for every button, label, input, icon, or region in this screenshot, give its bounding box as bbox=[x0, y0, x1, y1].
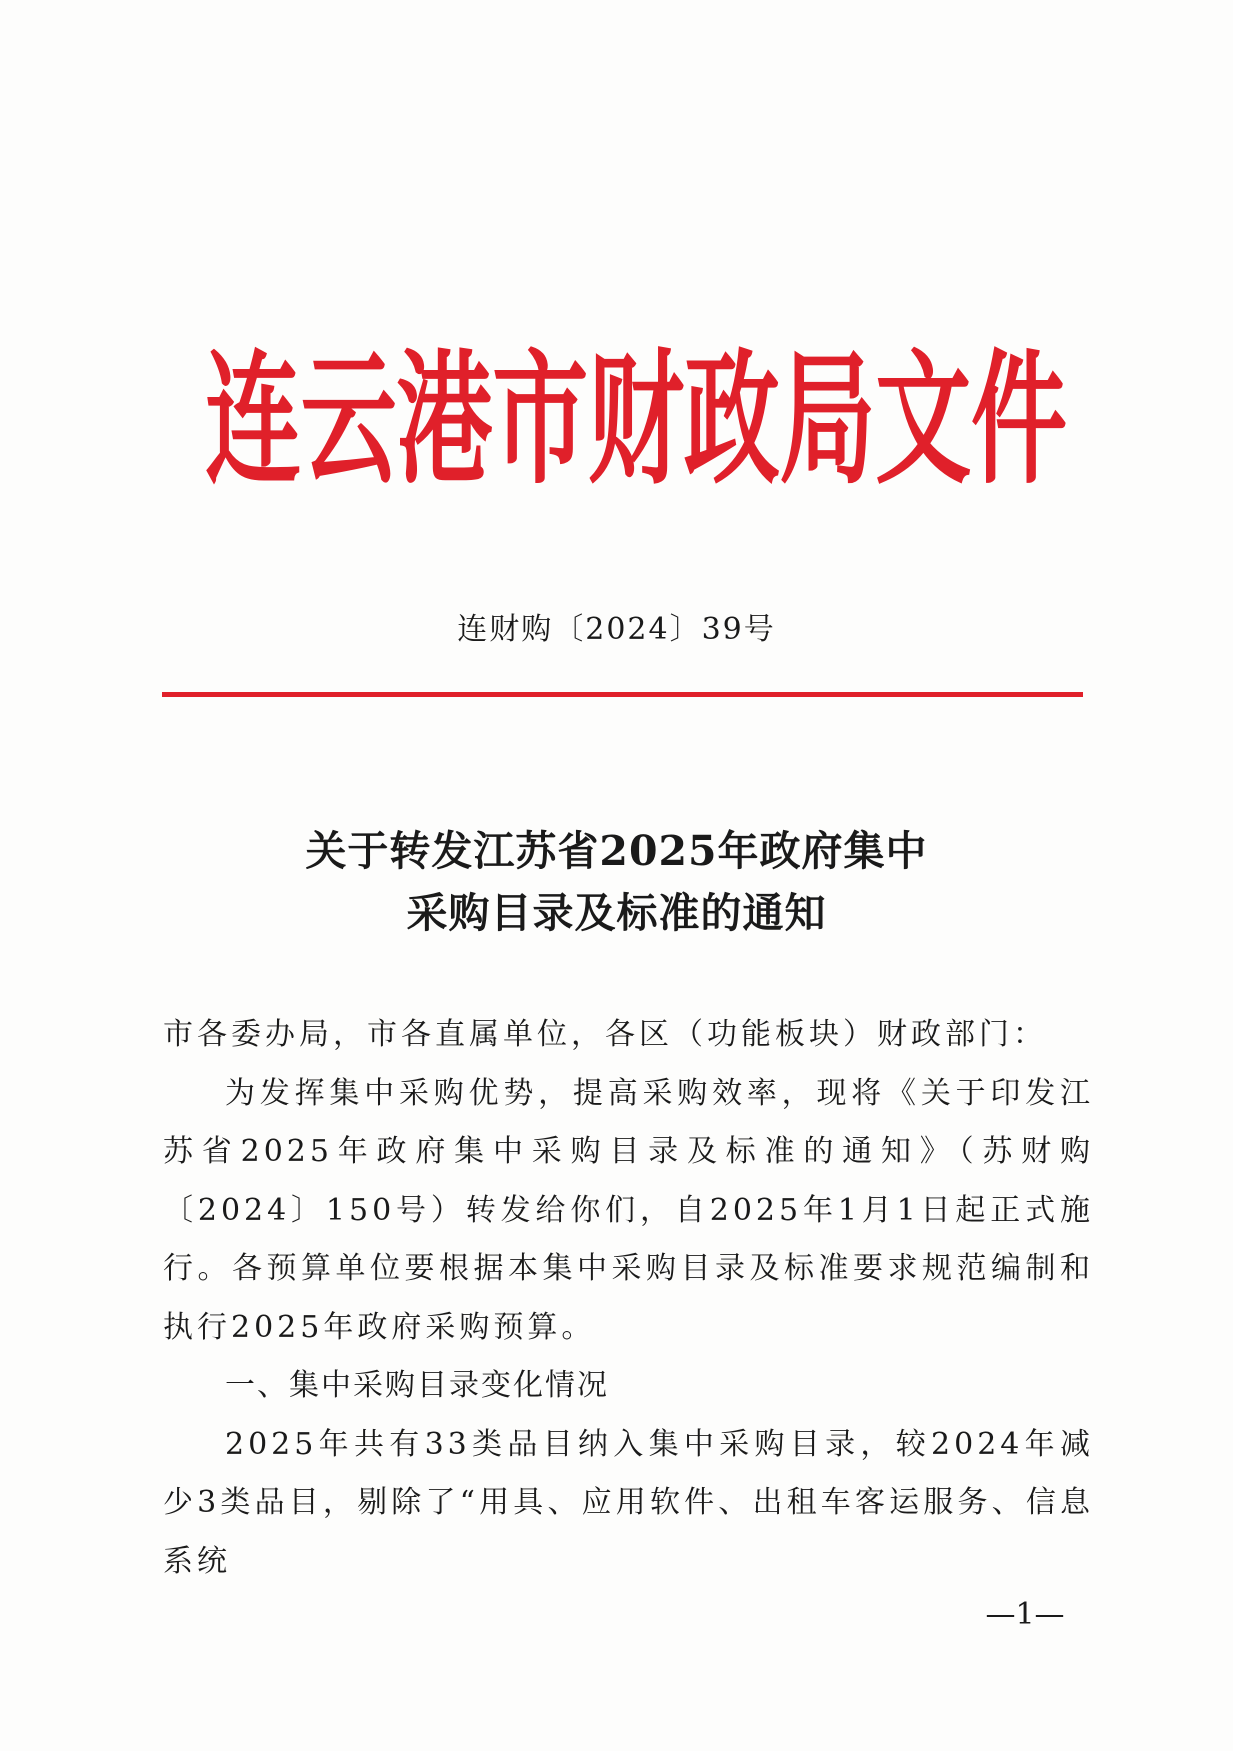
document-number: 连财购〔2024〕39号 bbox=[457, 612, 776, 647]
section-heading-1: 一、集中采购目录变化情况 bbox=[225, 1368, 609, 1403]
notice-title-line-2: 采购目录及标准的通知 bbox=[406, 889, 827, 937]
document-body bbox=[163, 1006, 1094, 1591]
document-header-title: 连云港市财政局文件 bbox=[205, 336, 1065, 504]
notice-title bbox=[0, 820, 1233, 944]
body-paragraph-2: 2025年共有33类品目纳入集中采购目录，较2024年减少3类品目，剔除了“用具、应用软件、出租车客运服务、信息系统 bbox=[163, 1426, 1094, 1579]
body-paragraph-1: 为发挥集中采购优势，提高采购效率，现将《关于印发江苏省2025年政府集中采购目录及标准的通知》（苏财购〔2024〕150号）转发给你们，自2025年1月1日起正式施行。各预算单位要根据本集中采购目录及标准要求规范编制和执行2025年政府采购预算。 bbox=[163, 1075, 1094, 1345]
red-divider-line bbox=[162, 692, 1083, 697]
page-number: —1— bbox=[985, 1597, 1065, 1632]
addressee-line: 市各委办局，市各直属单位，各区（功能板块）财政部门： bbox=[163, 1017, 1047, 1052]
notice-title-line-1: 关于转发江苏省2025年政府集中 bbox=[305, 827, 928, 875]
